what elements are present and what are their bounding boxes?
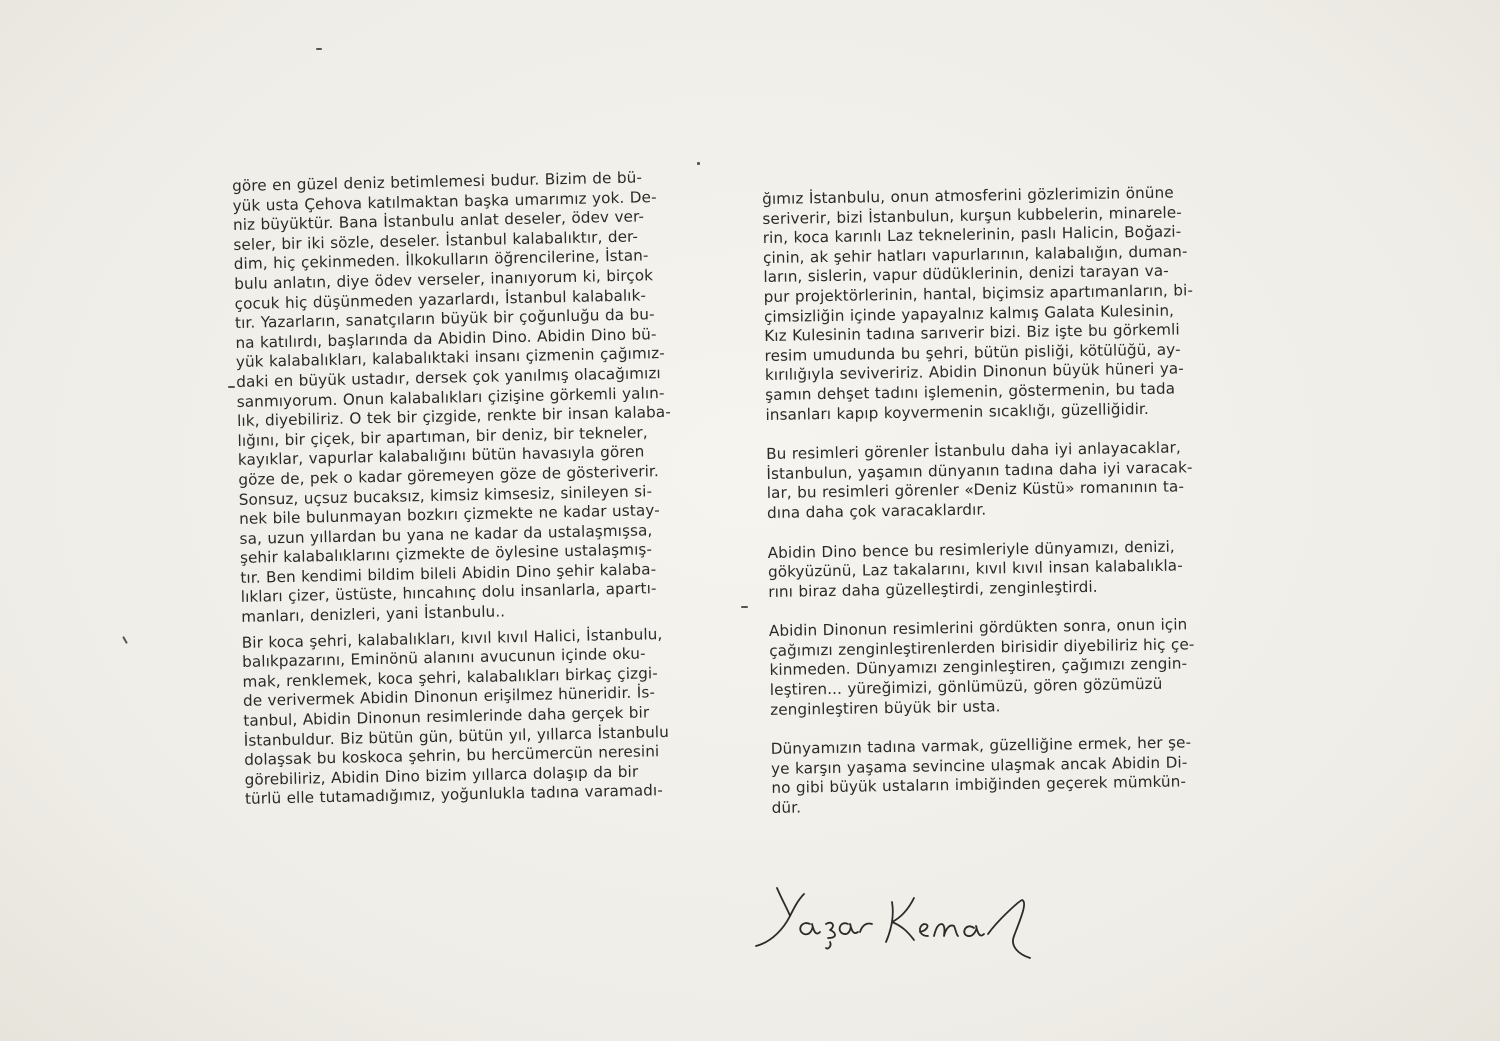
text-line: tanbul, Abidin Dinonun resimlerinde daha gerçek bir: [243, 703, 650, 730]
text-line: göre en güzel deniz betimlemesi budur. Bizim de bü-: [232, 168, 643, 195]
text-line: Bu resimleri görenler İstanbulu daha iyi anlayacaklar,: [766, 438, 1181, 464]
paragraph: [769, 615, 1260, 721]
text-line: kayıklar, vapurlar kalabalığını bütün havasıyla gören: [237, 442, 645, 470]
text-line: yük usta Çehova katılmaktan başka umarımız yok. De-: [232, 187, 657, 215]
text-column-right: [762, 182, 1262, 818]
paragraph: [771, 732, 1262, 818]
text-line: zenginleştiren büyük bir usta.: [770, 696, 1001, 719]
text-line: na katılırdı, başlarında da Abidin Dino. Abidin Dino bü-: [235, 324, 657, 352]
text-line: mak, renklemek, koca şehri, kalabalıkları birkaç çizgi-: [242, 664, 658, 691]
text-line: rını biraz daha güzelleştirdi, zenginleştirdi.: [768, 577, 1098, 601]
text-line: de verivermek Abidin Dinonun erişilmez hüneridir. İs-: [242, 683, 656, 711]
handwritten-signature: [752, 880, 1052, 970]
paragraph: [232, 167, 731, 628]
text-line: nek bile bulunmayan bozkırı çizmekte ne kadar ustay-: [238, 501, 660, 529]
text-line: Sonsuz, uçsuz bucaksız, kimsiz kimsesiz, sinileyen si-: [238, 481, 653, 509]
text-line: sanmıyorum. Onun kalabalıkları çizişine görkemli yalın-: [236, 383, 665, 411]
text-line: lıkları çizer, üstüste, hıncahınç dolu insanlarla, apartı-: [240, 579, 657, 607]
text-line: çocuk hiç düşünmeden yazarlardı, İstanbul kalabalık-: [234, 285, 647, 313]
text-line: kinmeden. Dünyamızı zenginleştiren, çağımızı zengin-: [769, 654, 1188, 680]
text-line: dolaşsak bu koskoca şehrin, bu hercümercün neresini: [244, 742, 660, 770]
text-line: çimsizliğin içinde yapayalnız kalmış Galata Kulesinin,: [763, 301, 1175, 326]
text-line: Bir koca şehri, kalabalıkları, kıvıl kıvıl Halici, İstanbulu,: [241, 624, 663, 652]
print-speck: [228, 386, 235, 388]
text-line: ların, sislerin, vapur düdüklerinin, denizi tarayan va-: [763, 261, 1169, 287]
text-line: resim umudunda bu şehri, bütün pisliği, kötülüğü, ay-: [764, 340, 1181, 365]
text-line: balıkpazarını, Eminönü alanını avucunun içinde oku-: [241, 644, 646, 672]
text-line: yük kalabalıkları, kalabalıktaki insanı çizmenin çağımız-: [235, 344, 665, 372]
text-line: Kız Kulesinin tadına sarıverir bizi. Biz işte bu görkemli: [764, 320, 1180, 346]
text-line: lık, diyebiliriz. O tek bir çizgide, renkte bir insan kalaba-: [236, 402, 672, 431]
text-line: seriverir, bizi İstanbulun, kurşun kubbelerin, minarele-: [762, 203, 1182, 228]
text-column-left: [232, 167, 735, 810]
text-line: tır. Ben kendimi bildim bileli Abidin Dino şehir kalaba-: [240, 560, 657, 587]
text-line: şamın dehşet tadını işlemenin, göstermenin, bu tada: [765, 379, 1176, 404]
text-line: lar, bu resimleri görenler «Deniz Küstü» romanının ta-: [766, 477, 1185, 503]
text-line: sa, uzun yıllardan bu yana ne kadar da ustalaşmışsa,: [239, 520, 653, 548]
text-line: göze de, pek o kadar göremeyen göze de gösteriverir.: [238, 462, 660, 489]
text-line: tır. Yazarların, sanatçıların büyük bir çoğunluğu da bu-: [234, 305, 655, 333]
text-line: şehir kalabalıklarını çizmekte de öylesine ustalaşmış-: [239, 540, 653, 568]
text-line: Dünyamızın tadına varmak, güzelliğine ermek, her şe-: [770, 733, 1192, 759]
text-line: türlü elle tutamadığımız, yoğunlukla tadına varamadı-: [244, 781, 664, 809]
text-line: gökyüzünü, Laz takalarını, kıvıl kıvıl insan kalabalıkla-: [767, 556, 1183, 582]
print-speck: [741, 606, 748, 608]
text-line: Abidin Dino bence bu resimleriyle dünyamızı, denizi,: [767, 537, 1175, 562]
text-line: ğımız İstanbulu, onun atmosferini gözlerimizin önüne: [762, 183, 1174, 208]
text-line: seler, bir iki sözle, deseler. İstanbul kalabalıktır, der-: [233, 227, 639, 254]
paragraph: [762, 182, 1256, 425]
text-line: leştiren... yüreğimizi, gönlümüzü, gören gözümüzü: [769, 674, 1163, 699]
text-line: çinin, ak şehir hatları vapurlarının, kalabalığın, duman-: [762, 242, 1188, 267]
text-line: no gibi büyük ustaların imbiğinden geçerek mümkün-: [771, 772, 1187, 798]
text-line: dür.: [771, 798, 802, 817]
text-line: kırılığıyla seviveririz. Abidin Dinonun büyük hüneri ya-: [764, 359, 1184, 385]
print-speck: [697, 162, 700, 165]
text-line: manları, denizleri, yani İstanbulu..: [241, 602, 506, 626]
text-line: insanları kapıp koyvermenin sıcaklığı, güzelliğidir.: [765, 399, 1149, 424]
paragraph: [242, 623, 736, 810]
text-line: görebiliriz, Abidin Dino bizim yıllarca dolaşıp da bir: [244, 762, 639, 789]
text-line: İstanbulun, yaşamın dünyanın tadına daha iyi varacak-: [766, 457, 1193, 483]
text-line: pur projektörlerinin, hantal, biçimsiz apartımanların, bi-: [763, 281, 1194, 306]
text-line: daki en büyük ustadır, dersek çok yanılmış olacağımızı: [236, 364, 661, 391]
text-line: ye karşın yaşama sevincine ulaşmak ancak Abidin Di-: [770, 753, 1188, 778]
text-line: niz büyüktür. Bana İstanbulu anlat deseler, ödev ver-: [232, 207, 645, 235]
text-line: İstanbuldur. Biz bütün gün, bütün yıl, yıllarca İstanbulu: [243, 722, 670, 750]
text-line: çağımızı zenginleştirenlerden birisidir diyebiliriz hiç çe-: [769, 635, 1195, 660]
paragraph: [768, 536, 1259, 602]
text-line: dına daha çok varacaklardır.: [766, 500, 987, 522]
print-speck: [316, 48, 322, 50]
text-line: dim, hiç çekinmeden. İlkokulların öğrencilerine, İstan-: [233, 246, 649, 274]
text-line: rin, koca karınlı Laz teknelerinin, paslı Halicin, Boğazi-: [762, 222, 1182, 248]
paragraph: [766, 437, 1257, 523]
text-line: lığını, bir çiçek, bir apartıman, bir deniz, bir tekneler,: [237, 423, 648, 450]
text-line: bulu anlatın, diye ödev verseler, inanıyorum ki, birçok: [234, 266, 654, 293]
text-line: Abidin Dinonun resimlerini gördükten sonra, onun için: [768, 615, 1188, 641]
